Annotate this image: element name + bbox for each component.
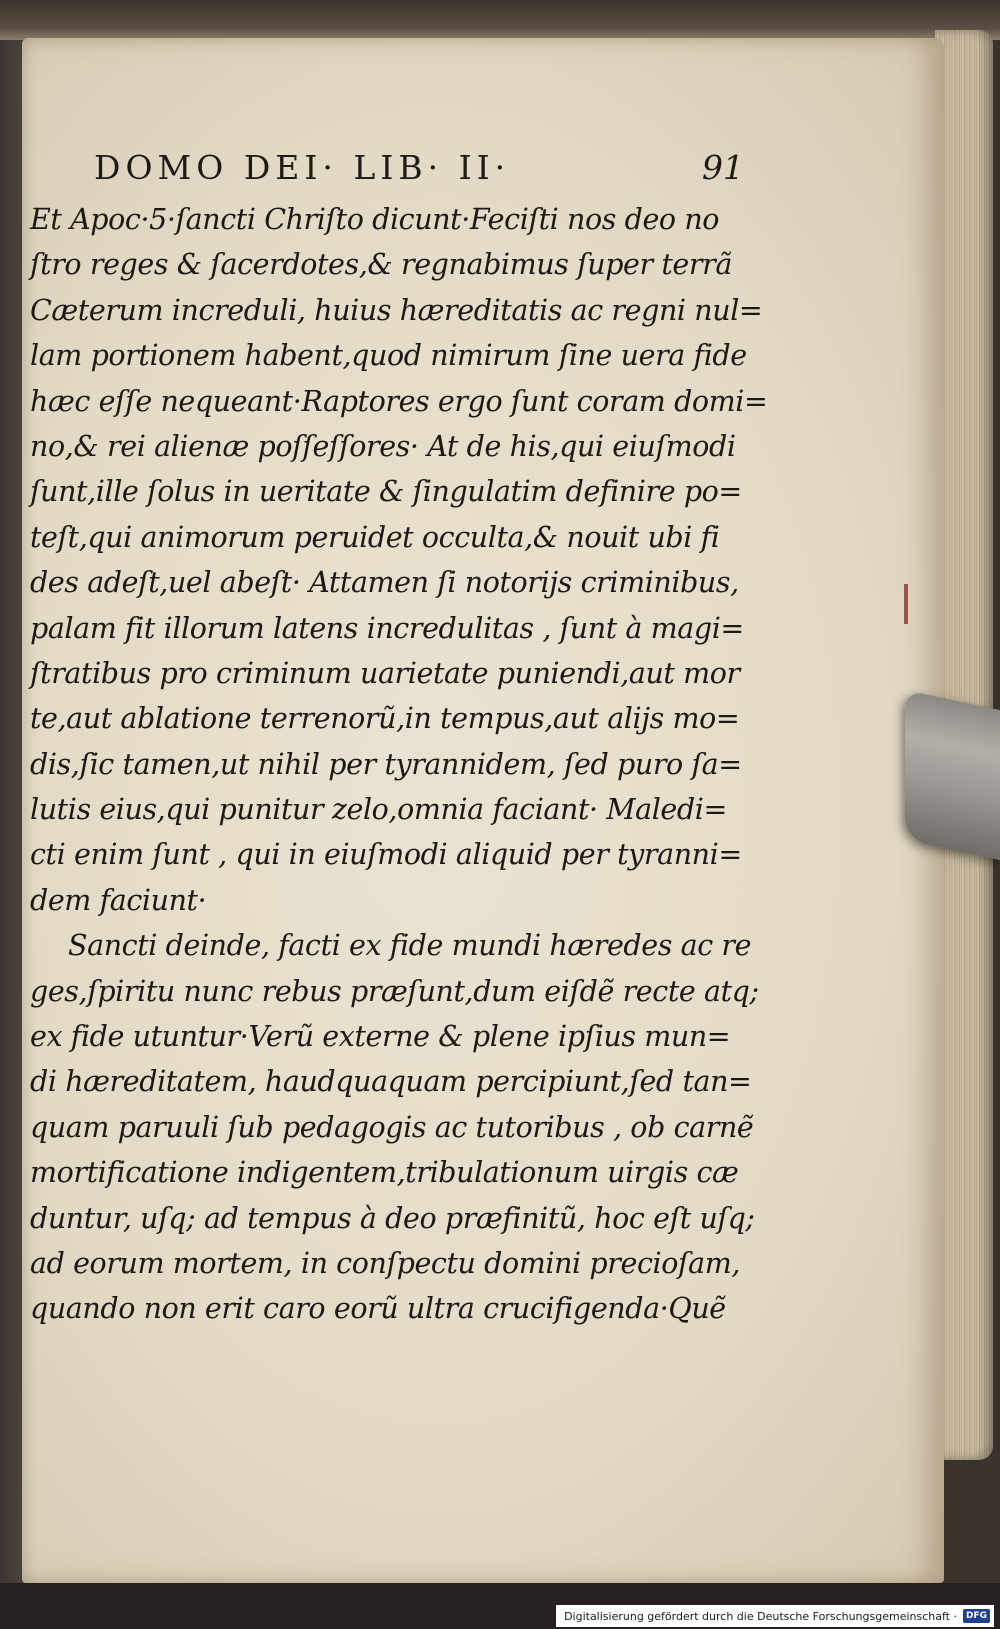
credit-text: Digitalisierung gefördert durch die Deutsche Forschungsgemeinschaft · — [564, 1609, 957, 1623]
text-line: ex fide utuntur·Verũ externe & plene ipſius mun= — [30, 1020, 731, 1054]
body-text — [30, 197, 768, 1332]
page-number: 91 — [702, 148, 744, 187]
text-line: dis,ſic tamen,ut nihil per tyrannidem, ſed puro ſa= — [30, 747, 742, 781]
text-line: ad eorum mortem, in conſpectu domini precioſam, — [30, 1246, 741, 1280]
text-line: Cæterum increduli, huius hæreditatis ac regni nul= — [30, 293, 763, 327]
text-line: ſtro reges & ſacerdotes,& regnabimus ſuper terrã — [30, 248, 732, 282]
text-line: lam portionem habent,quod nimirum ſine uera fide — [30, 339, 747, 373]
text-line: hæc eſſe nequeant·Raptores ergo ſunt coram domi= — [30, 384, 768, 418]
text-line: Et Apoc·5·ſancti Chriſto dicunt·Feciſti nos deo no — [30, 203, 720, 236]
text-line: lutis eius,qui punitur zelo,omnia faciant· Maledi= — [30, 793, 727, 827]
text-line: quam paruuli ſub pedagogis ac tutoribus , ob carnẽ — [30, 1110, 754, 1144]
dfg-logo: DFG — [963, 1609, 990, 1623]
text-line: des adeſt,uel abeſt· Attamen ſi notorijs criminibus, — [30, 566, 739, 600]
text-line: teſt,qui animorum peruidet occulta,& nouit ubi fi — [30, 520, 720, 554]
margin-mark — [904, 584, 908, 624]
text-line: cti enim ſunt , qui in eiuſmodi aliquid per tyranni= — [30, 838, 742, 872]
text-line: di hæreditatem, haudquaquam percipiunt,ſed tan= — [30, 1065, 752, 1099]
text-line: ſtratibus pro criminum uarietate puniendi,aut mor — [30, 656, 740, 690]
top-edge — [0, 0, 1000, 40]
paragraph-start-line: Sancti deinde, facti ex fide mundi hæredes ac re — [68, 929, 752, 963]
page-clamp — [905, 690, 1000, 860]
text-line: no,& rei alienæ poſſeſſores· At de his,qui eiuſmodi — [30, 429, 736, 463]
text-line: quando non erit caro eorũ ultra crucifigenda·Quẽ — [30, 1292, 726, 1326]
digitization-credit — [556, 1605, 994, 1627]
text-line: te,aut ablatione terrenorũ,in tempus,aut alijs mo= — [30, 702, 740, 736]
running-header — [94, 148, 744, 192]
text-line: mortificatione indigentem,tribulationum uirgis cæ — [30, 1156, 739, 1190]
running-header-title: DOMO DEI· LIB· II· — [94, 148, 511, 187]
text-line: palam fit illorum latens incredulitas , ſunt à magi= — [30, 611, 744, 645]
text-line: duntur, uſq; ad tempus à deo præfinitũ, hoc eſt uſq; — [30, 1201, 755, 1235]
text-line: dem faciunt· — [30, 883, 207, 917]
text-line: ges,ſpiritu nunc rebus præſunt,dum eiſdẽ recte atq; — [30, 974, 759, 1008]
text-line: ſunt,ille ſolus in ueritate & ſingulatim definire po= — [30, 475, 742, 509]
